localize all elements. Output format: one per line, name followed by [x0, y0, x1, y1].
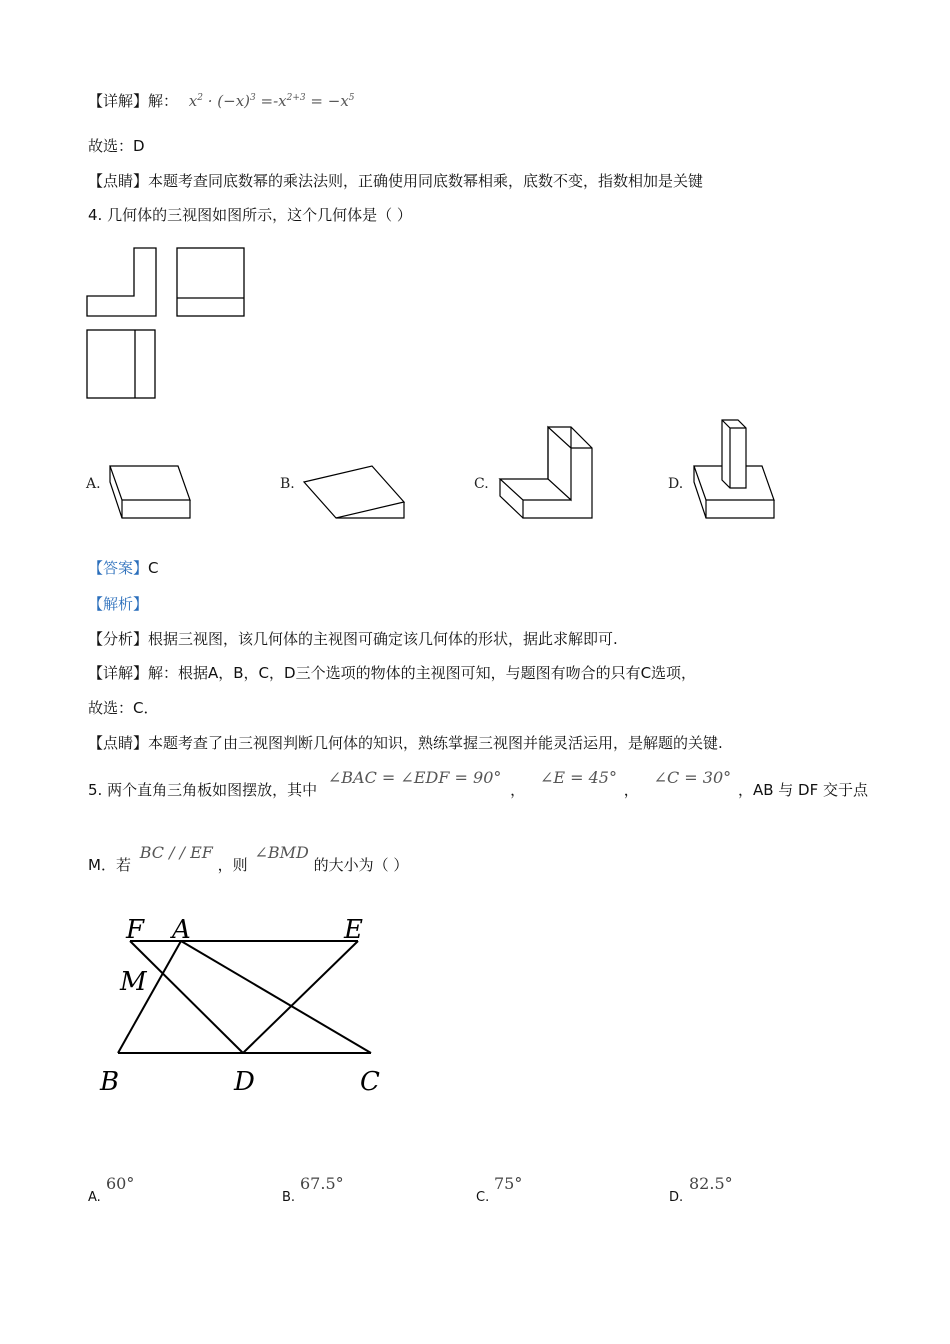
q5-sep2: ，	[623, 781, 639, 799]
q4-answer-value: C	[148, 559, 159, 577]
q4-option-b-shape	[300, 460, 410, 524]
segment-BA	[118, 941, 181, 1053]
q5-option-d-value: 82.5°	[689, 1174, 733, 1193]
side-view	[177, 248, 244, 316]
q4-option-a-label: A.	[86, 476, 101, 492]
q4-question: 4. 几何体的三视图如图所示，这个几何体是（ ）	[88, 206, 412, 224]
q5-option-d-label: D.	[669, 1190, 684, 1205]
q4-detail: 【详解】解：根据A，B，C，D三个选项的物体的主视图可知，与题图有吻合的只有C选项，	[88, 664, 697, 682]
triangle-figure	[92, 906, 392, 1102]
q4-option-c-label: C.	[474, 476, 489, 492]
q3-detail-line	[88, 88, 355, 111]
q5-line2-a: M．若	[88, 856, 131, 874]
q5-line2-b: ，则	[217, 856, 248, 874]
q5-cond3: ∠C = 30°	[653, 768, 732, 787]
q4-answer	[88, 558, 159, 578]
q5-line2	[88, 843, 409, 875]
q4-option-d-label: D.	[668, 476, 684, 492]
q5-cond1: ∠BAC = ∠EDF = 90°	[327, 768, 502, 787]
point-F-label: F	[126, 915, 145, 945]
point-B-label: B	[100, 1067, 120, 1097]
front-view	[87, 248, 156, 316]
q5-parallel: BC / / EF	[139, 843, 213, 862]
q4-choose: 故选：C．	[88, 699, 159, 717]
top-view	[87, 330, 155, 398]
segment-FD	[130, 941, 243, 1053]
q5-option-a-value: 60°	[106, 1174, 135, 1193]
q5-sep1: ，	[510, 781, 526, 799]
point-M-label: M	[120, 967, 147, 997]
q5-option-c-label: C.	[476, 1190, 490, 1205]
three-view-figure	[84, 244, 254, 404]
q4-option-c-shape	[496, 424, 596, 524]
point-D-label: D	[234, 1067, 255, 1097]
q3-formula: $x^2 \cdot (-x)^3 =-x^{2+3} = -x^5$	[188, 92, 355, 110]
q5-option-a-label: A.	[88, 1190, 101, 1205]
q4-option-a-shape	[106, 462, 196, 524]
q3-comment: 【点睛】本题考查同底数幂的乘法法则，正确使用同底数幂相乘，底数不变，指数相加是关键	[88, 172, 704, 190]
q5-line2-c: 的大小为（ ）	[313, 856, 409, 874]
q5-angle: ∠BMD	[254, 843, 309, 862]
point-C-label: C	[360, 1067, 380, 1097]
q5-suffix: ，AB 与 DF 交于点	[737, 781, 868, 799]
q4-answer-label: 【答案】	[88, 559, 149, 577]
q3-choose: 故选：D	[88, 137, 145, 155]
q5-option-b-label: B.	[282, 1190, 296, 1205]
q5-option-c-value: 75°	[494, 1174, 523, 1193]
q4-comment: 【点睛】本题考查了由三视图判断几何体的知识，熟练掌握三视图并能灵活运用，是解题的关键.	[88, 734, 723, 752]
point-A-label: A	[172, 915, 191, 945]
q4-analysis: 【分析】根据三视图，该几何体的主视图可确定该几何体的形状，据此求解即可.	[88, 630, 618, 648]
q3-detail-label: 【详解】解：	[88, 92, 179, 110]
q4-analysis-label: 【解析】	[88, 595, 149, 613]
segment-AC	[181, 941, 371, 1053]
q5-prefix: 5. 两个直角三角板如图摆放，其中	[88, 781, 318, 799]
point-E-label: E	[344, 915, 363, 945]
q5-cond2: ∠E = 45°	[539, 768, 617, 787]
q4-option-b-label: B.	[280, 476, 295, 492]
q4-option-d-shape	[690, 416, 782, 524]
q5-line1	[88, 768, 868, 800]
q5-option-b-value: 67.5°	[300, 1174, 344, 1193]
